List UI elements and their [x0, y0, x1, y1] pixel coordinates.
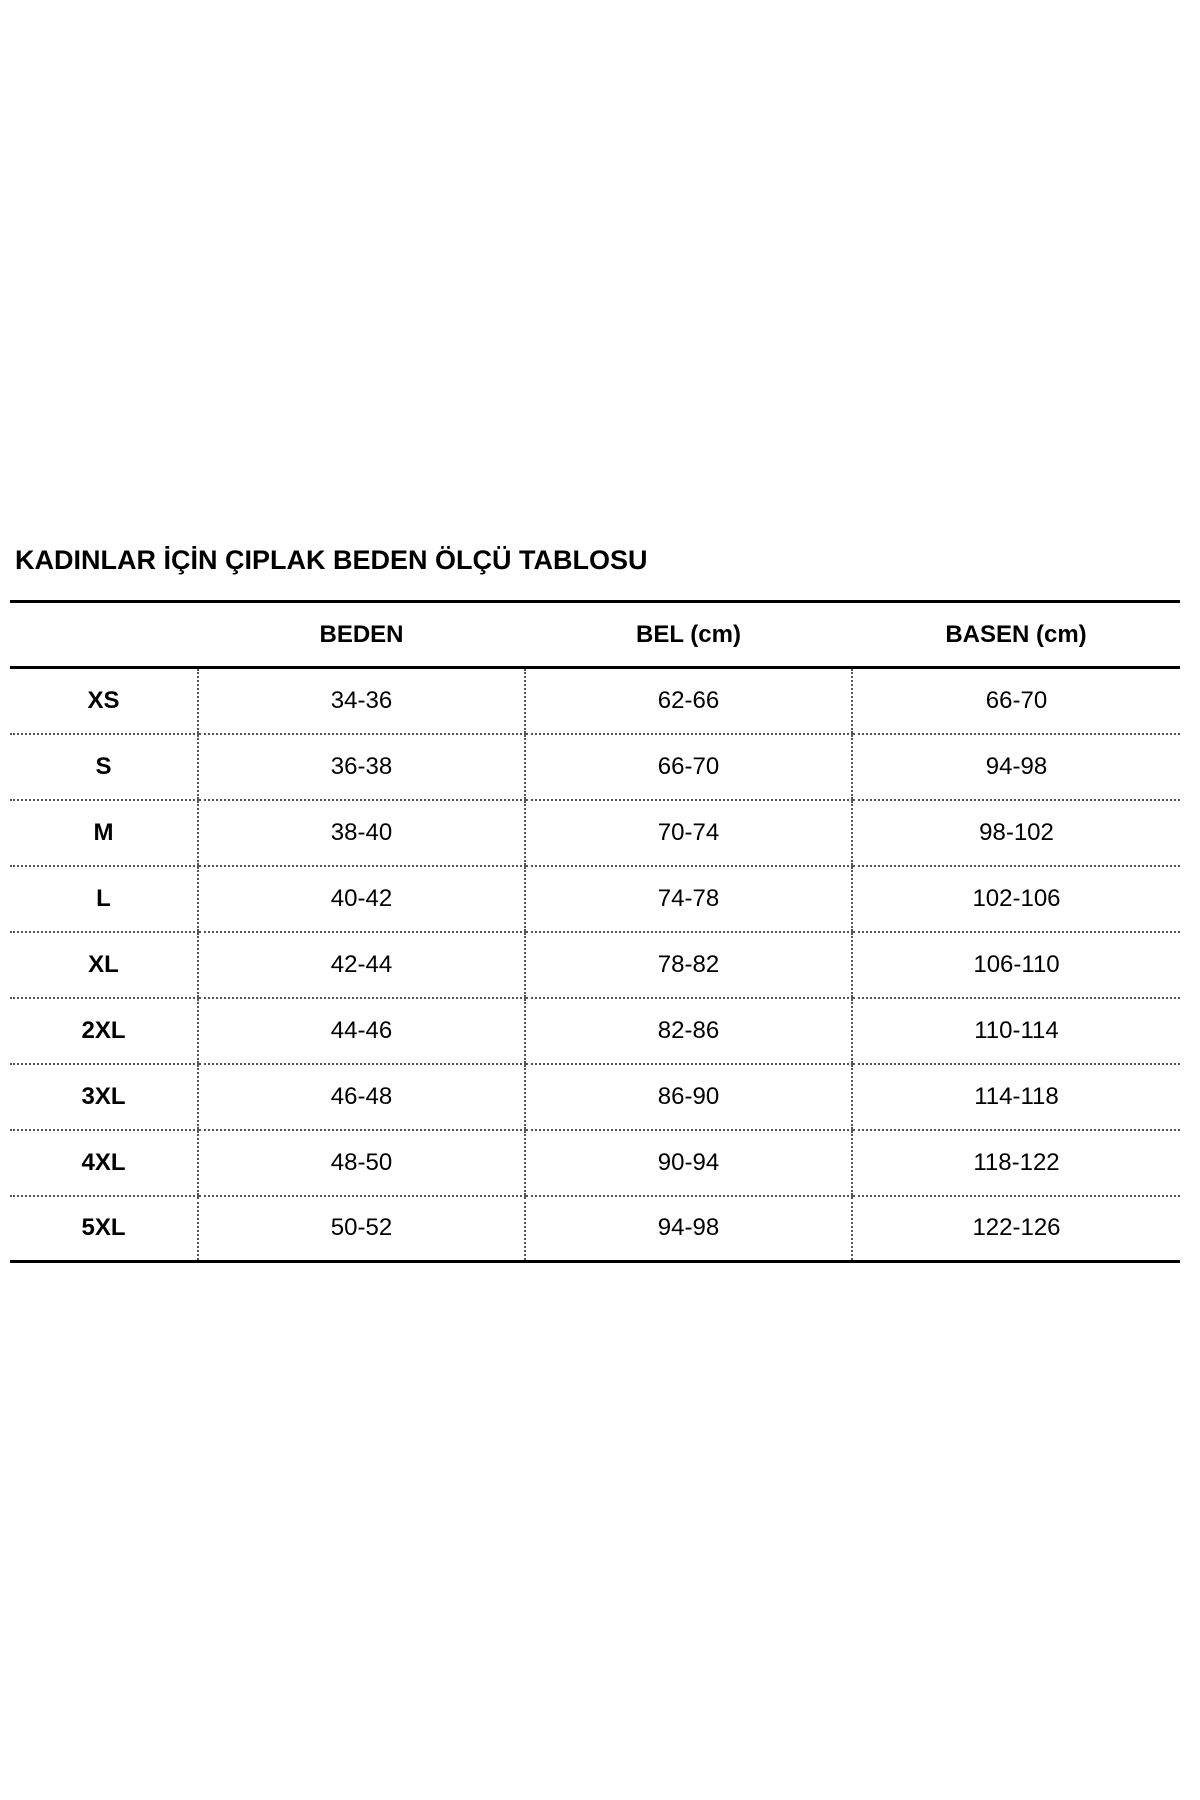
size-label-cell: S — [10, 734, 198, 800]
beden-cell: 38-40 — [198, 800, 525, 866]
bel-cell: 62-66 — [525, 668, 852, 734]
table-row — [10, 800, 1180, 866]
header-beden: BEDEN — [198, 602, 525, 668]
table-row — [10, 1196, 1180, 1262]
bel-cell: 90-94 — [525, 1130, 852, 1196]
size-label-cell: 3XL — [10, 1064, 198, 1130]
basen-cell: 106-110 — [852, 932, 1180, 998]
table-row — [10, 1064, 1180, 1130]
basen-cell: 66-70 — [852, 668, 1180, 734]
header-basen: BASEN (cm) — [852, 602, 1180, 668]
size-label-cell: 5XL — [10, 1196, 198, 1262]
beden-cell: 50-52 — [198, 1196, 525, 1262]
beden-cell: 44-46 — [198, 998, 525, 1064]
size-label-cell: XS — [10, 668, 198, 734]
basen-cell: 110-114 — [852, 998, 1180, 1064]
header-size-label — [10, 602, 198, 668]
table-header-row — [10, 602, 1180, 668]
beden-cell: 34-36 — [198, 668, 525, 734]
beden-cell: 42-44 — [198, 932, 525, 998]
beden-cell: 36-38 — [198, 734, 525, 800]
basen-cell: 118-122 — [852, 1130, 1180, 1196]
table-row — [10, 998, 1180, 1064]
beden-cell: 40-42 — [198, 866, 525, 932]
table-row — [10, 734, 1180, 800]
page-title: KADINLAR İÇİN ÇIPLAK BEDEN ÖLÇÜ TABLOSU — [15, 545, 648, 575]
basen-cell: 102-106 — [852, 866, 1180, 932]
bel-cell: 70-74 — [525, 800, 852, 866]
table-row — [10, 866, 1180, 932]
table-row — [10, 932, 1180, 998]
basen-cell: 122-126 — [852, 1196, 1180, 1262]
bel-cell: 74-78 — [525, 866, 852, 932]
size-label-cell: XL — [10, 932, 198, 998]
table-row — [10, 1130, 1180, 1196]
bel-cell: 86-90 — [525, 1064, 852, 1130]
size-label-cell: M — [10, 800, 198, 866]
basen-cell: 94-98 — [852, 734, 1180, 800]
bel-cell: 82-86 — [525, 998, 852, 1064]
size-chart-table — [10, 600, 1180, 1263]
size-label-cell: 2XL — [10, 998, 198, 1064]
table-row — [10, 668, 1180, 734]
size-label-cell: 4XL — [10, 1130, 198, 1196]
beden-cell: 48-50 — [198, 1130, 525, 1196]
basen-cell: 114-118 — [852, 1064, 1180, 1130]
bel-cell: 66-70 — [525, 734, 852, 800]
size-label-cell: L — [10, 866, 198, 932]
bel-cell: 78-82 — [525, 932, 852, 998]
basen-cell: 98-102 — [852, 800, 1180, 866]
header-bel: BEL (cm) — [525, 602, 852, 668]
bel-cell: 94-98 — [525, 1196, 852, 1262]
beden-cell: 46-48 — [198, 1064, 525, 1130]
